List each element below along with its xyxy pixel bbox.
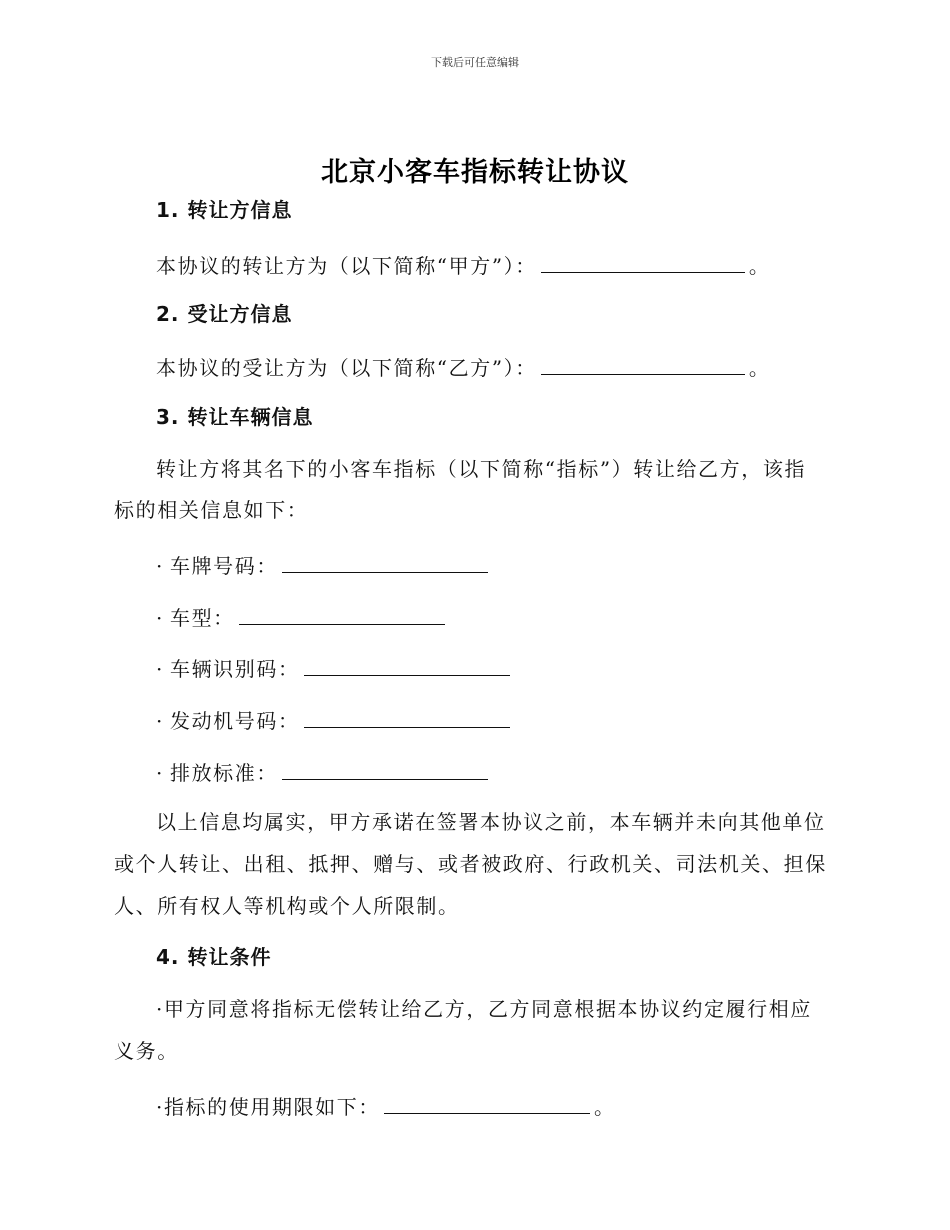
field-label: 排放标准： [169, 761, 278, 785]
section-1-heading: 1. 转让方信息 [156, 198, 293, 222]
field-emission-standard [156, 760, 492, 783]
section-1-text-line [156, 253, 770, 276]
section-3-intro-line-1: 转让方将其名下的小客车指标（以下简称“指标”）转让给乙方，该指 [156, 457, 807, 481]
bullet: · [156, 554, 164, 578]
engine-number-blank[interactable] [304, 708, 510, 728]
section-3-heading: 3. 转让车辆信息 [156, 405, 314, 429]
section-4-item-1-line-2: 义务。 [114, 1039, 179, 1063]
vehicle-model-blank[interactable] [239, 605, 445, 625]
header-note: 下载后可任意编辑 [431, 56, 519, 69]
bullet: · [156, 606, 164, 630]
section-2-text-line [156, 355, 770, 378]
document-title: 北京小客车指标转让协议 [321, 157, 629, 188]
section-2-heading: 2. 受让方信息 [156, 302, 293, 326]
field-label: 车牌号码： [169, 554, 278, 578]
field-vin [156, 656, 514, 679]
field-label: 发动机号码： [169, 709, 300, 733]
section-3-para-line-1: 以上信息均属实，甲方承诺在签署本协议之前，本车辆并未向其他单位 [156, 810, 826, 834]
bullet: · [156, 761, 164, 785]
section-1-text: 本协议的转让方为（以下简称“甲方”）： [156, 254, 537, 278]
field-engine-number [156, 708, 514, 731]
field-vehicle-model [156, 605, 449, 628]
vin-blank[interactable] [304, 656, 510, 676]
section-3-para-line-2: 或个人转让、出租、抵押、赠与、或者被政府、行政机关、司法机关、担保 [114, 852, 827, 876]
bullet: · [156, 657, 164, 681]
transferee-blank[interactable] [541, 355, 745, 375]
section-4-heading: 4. 转让条件 [156, 945, 272, 969]
section-4-item-2-suffix: 。 [593, 1095, 616, 1119]
usage-period-blank[interactable] [384, 1094, 590, 1114]
transferor-blank[interactable] [541, 253, 745, 273]
section-1-suffix: 。 [748, 254, 771, 278]
field-label: 车型： [169, 606, 235, 630]
section-3-intro-line-2: 标的相关信息如下： [114, 498, 309, 522]
section-4-item-2 [156, 1094, 616, 1117]
section-3-para-line-3: 人、所有权人等机构或个人所限制。 [114, 894, 460, 918]
section-4-item-1-line-1: ·甲方同意将指标无偿转让给乙方，乙方同意根据本协议约定履行相应 [156, 997, 812, 1021]
plate-number-blank[interactable] [282, 553, 488, 573]
field-plate-number [156, 553, 492, 576]
bullet: · [156, 709, 164, 733]
section-4-item-2-text: ·指标的使用期限如下： [156, 1095, 380, 1119]
section-2-suffix: 。 [748, 356, 771, 380]
emission-standard-blank[interactable] [282, 760, 488, 780]
field-label: 车辆识别码： [169, 657, 300, 681]
section-2-text: 本协议的受让方为（以下简称“乙方”）： [156, 356, 537, 380]
